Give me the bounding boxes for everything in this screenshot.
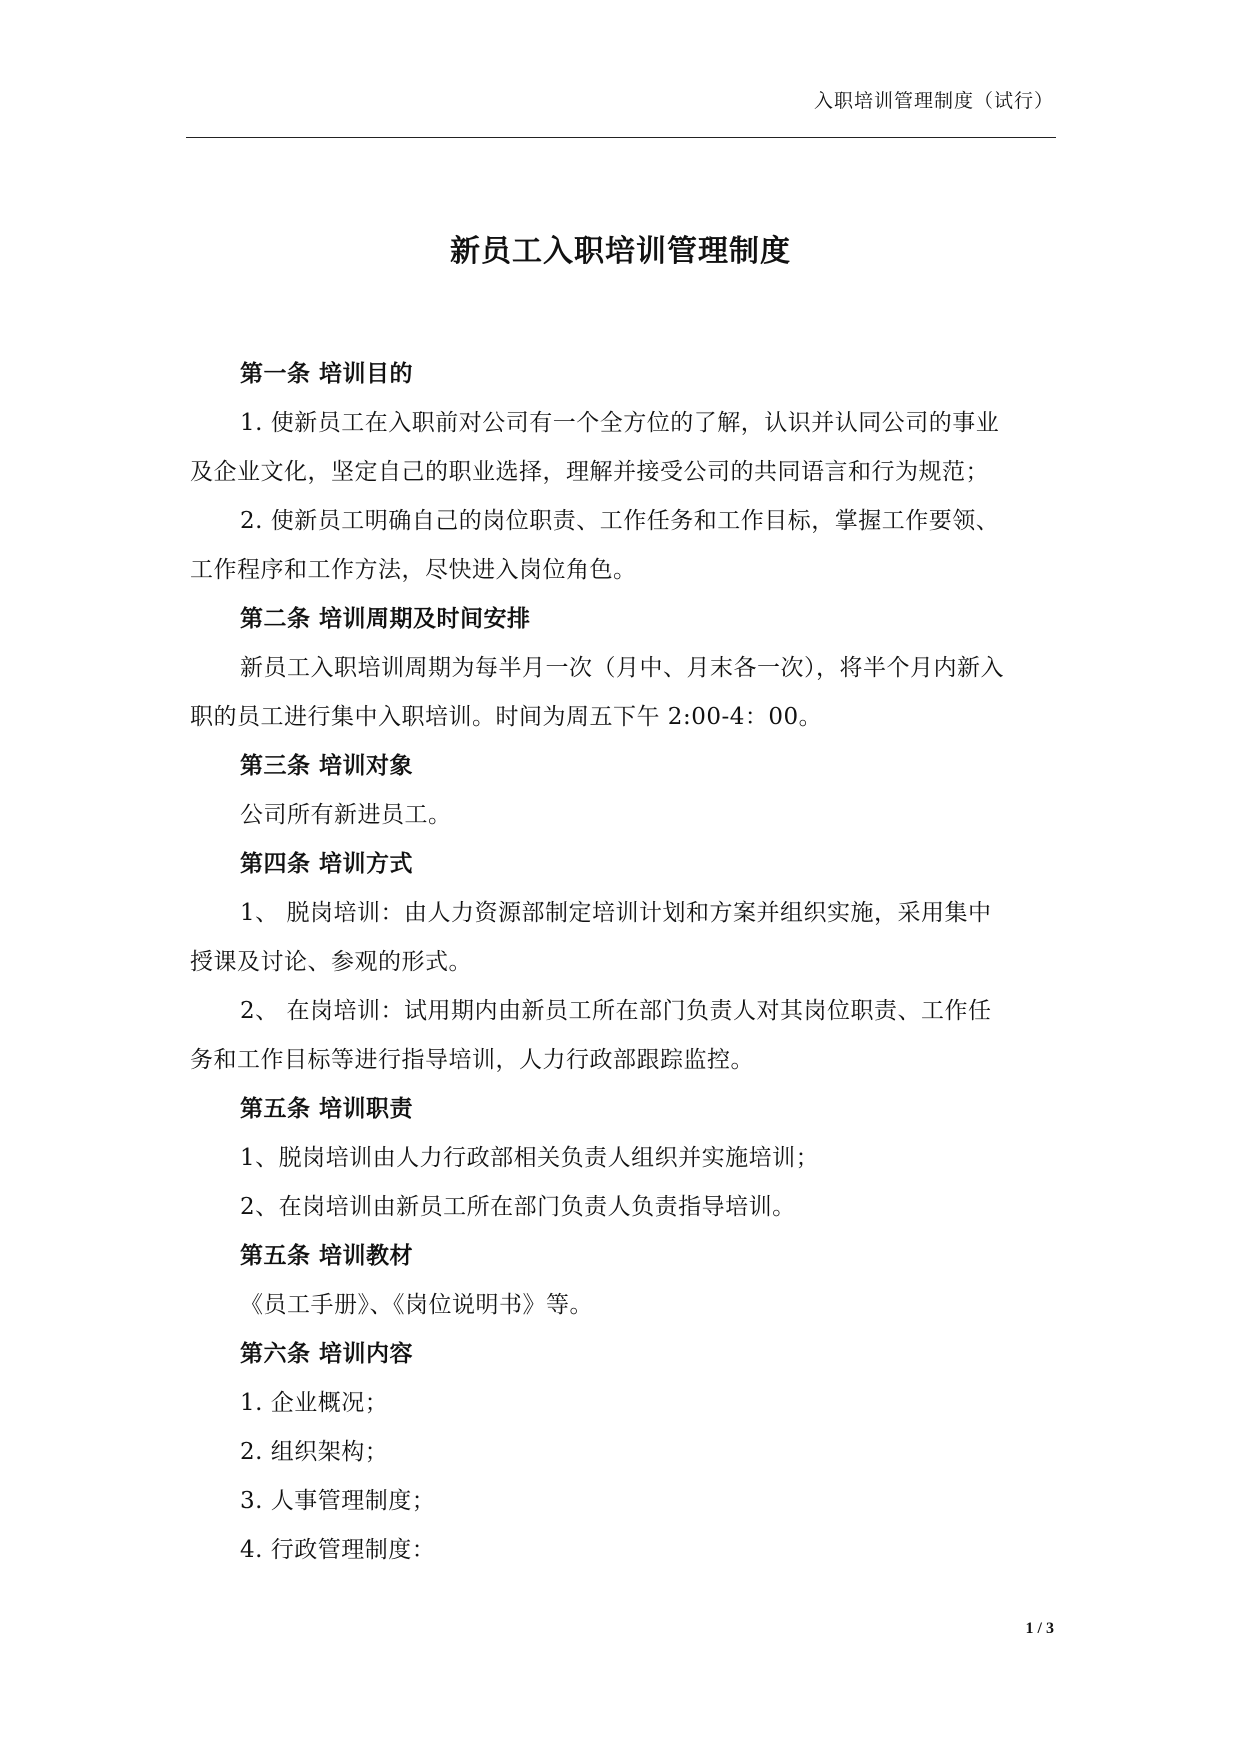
paragraph-line: 务和工作目标等进行指导培训，人力行政部跟踪监控。 xyxy=(190,1047,754,1073)
list-item: 1. 企业概况； xyxy=(240,1390,389,1416)
paragraph-line: 公司所有新进员工。 xyxy=(240,802,452,828)
article-heading: 第二条 培训周期及时间安排 xyxy=(240,606,531,632)
paragraph-line: 及企业文化，坚定自己的职业选择，理解并接受公司的共同语言和行为规范； xyxy=(190,459,989,485)
paragraph-line: 新员工入职培训周期为每半月一次（月中、月末各一次），将半个月内新入 xyxy=(240,655,1004,681)
list-item: 4. 行政管理制度： xyxy=(240,1537,436,1563)
paragraph-line: 工作程序和工作方法，尽快进入岗位角色。 xyxy=(190,557,637,583)
header-divider xyxy=(186,137,1056,138)
paragraph-line: 1、 脱岗培训：由人力资源部制定培训计划和方案并组织实施，采用集中 xyxy=(240,900,992,926)
paragraph-line: 职的员工进行集中入职培训。时间为周五下午 2:00-4：00。 xyxy=(190,704,823,730)
article-heading: 第四条 培训方式 xyxy=(240,851,414,877)
paragraph-line: 1. 使新员工在入职前对公司有一个全方位的了解，认识并认同公司的事业 xyxy=(240,410,1000,436)
paragraph-line: 1、脱岗培训由人力行政部相关负责人组织并实施培训； xyxy=(240,1145,820,1171)
article-heading: 第三条 培训对象 xyxy=(240,753,414,779)
running-header-title: 入职培训管理制度（试行） xyxy=(813,90,1054,112)
list-item: 2. 组织架构； xyxy=(240,1439,389,1465)
paragraph-line: 2. 使新员工明确自己的岗位职责、工作任务和工作目标，掌握工作要领、 xyxy=(240,508,1000,534)
list-item: 3. 人事管理制度； xyxy=(240,1488,436,1514)
paragraph-line: 2、 在岗培训：试用期内由新员工所在部门负责人对其岗位职责、工作任 xyxy=(240,998,992,1024)
article-heading: 第六条 培训内容 xyxy=(240,1341,414,1367)
article-heading: 第一条 培训目的 xyxy=(240,361,414,387)
paragraph-line: 《员工手册》、《岗位说明书》等。 xyxy=(240,1292,593,1318)
article-heading: 第五条 培训职责 xyxy=(240,1096,414,1122)
paragraph-line: 2、在岗培训由新员工所在部门负责人负责指导培训。 xyxy=(240,1194,796,1220)
page-number: 1 / 3 xyxy=(1025,1620,1054,1637)
document-title: 新员工入职培训管理制度 xyxy=(450,234,791,269)
document-body xyxy=(190,350,1060,1575)
article-heading: 第五条 培训教材 xyxy=(240,1243,414,1269)
paragraph-line: 授课及讨论、参观的形式。 xyxy=(190,949,472,975)
